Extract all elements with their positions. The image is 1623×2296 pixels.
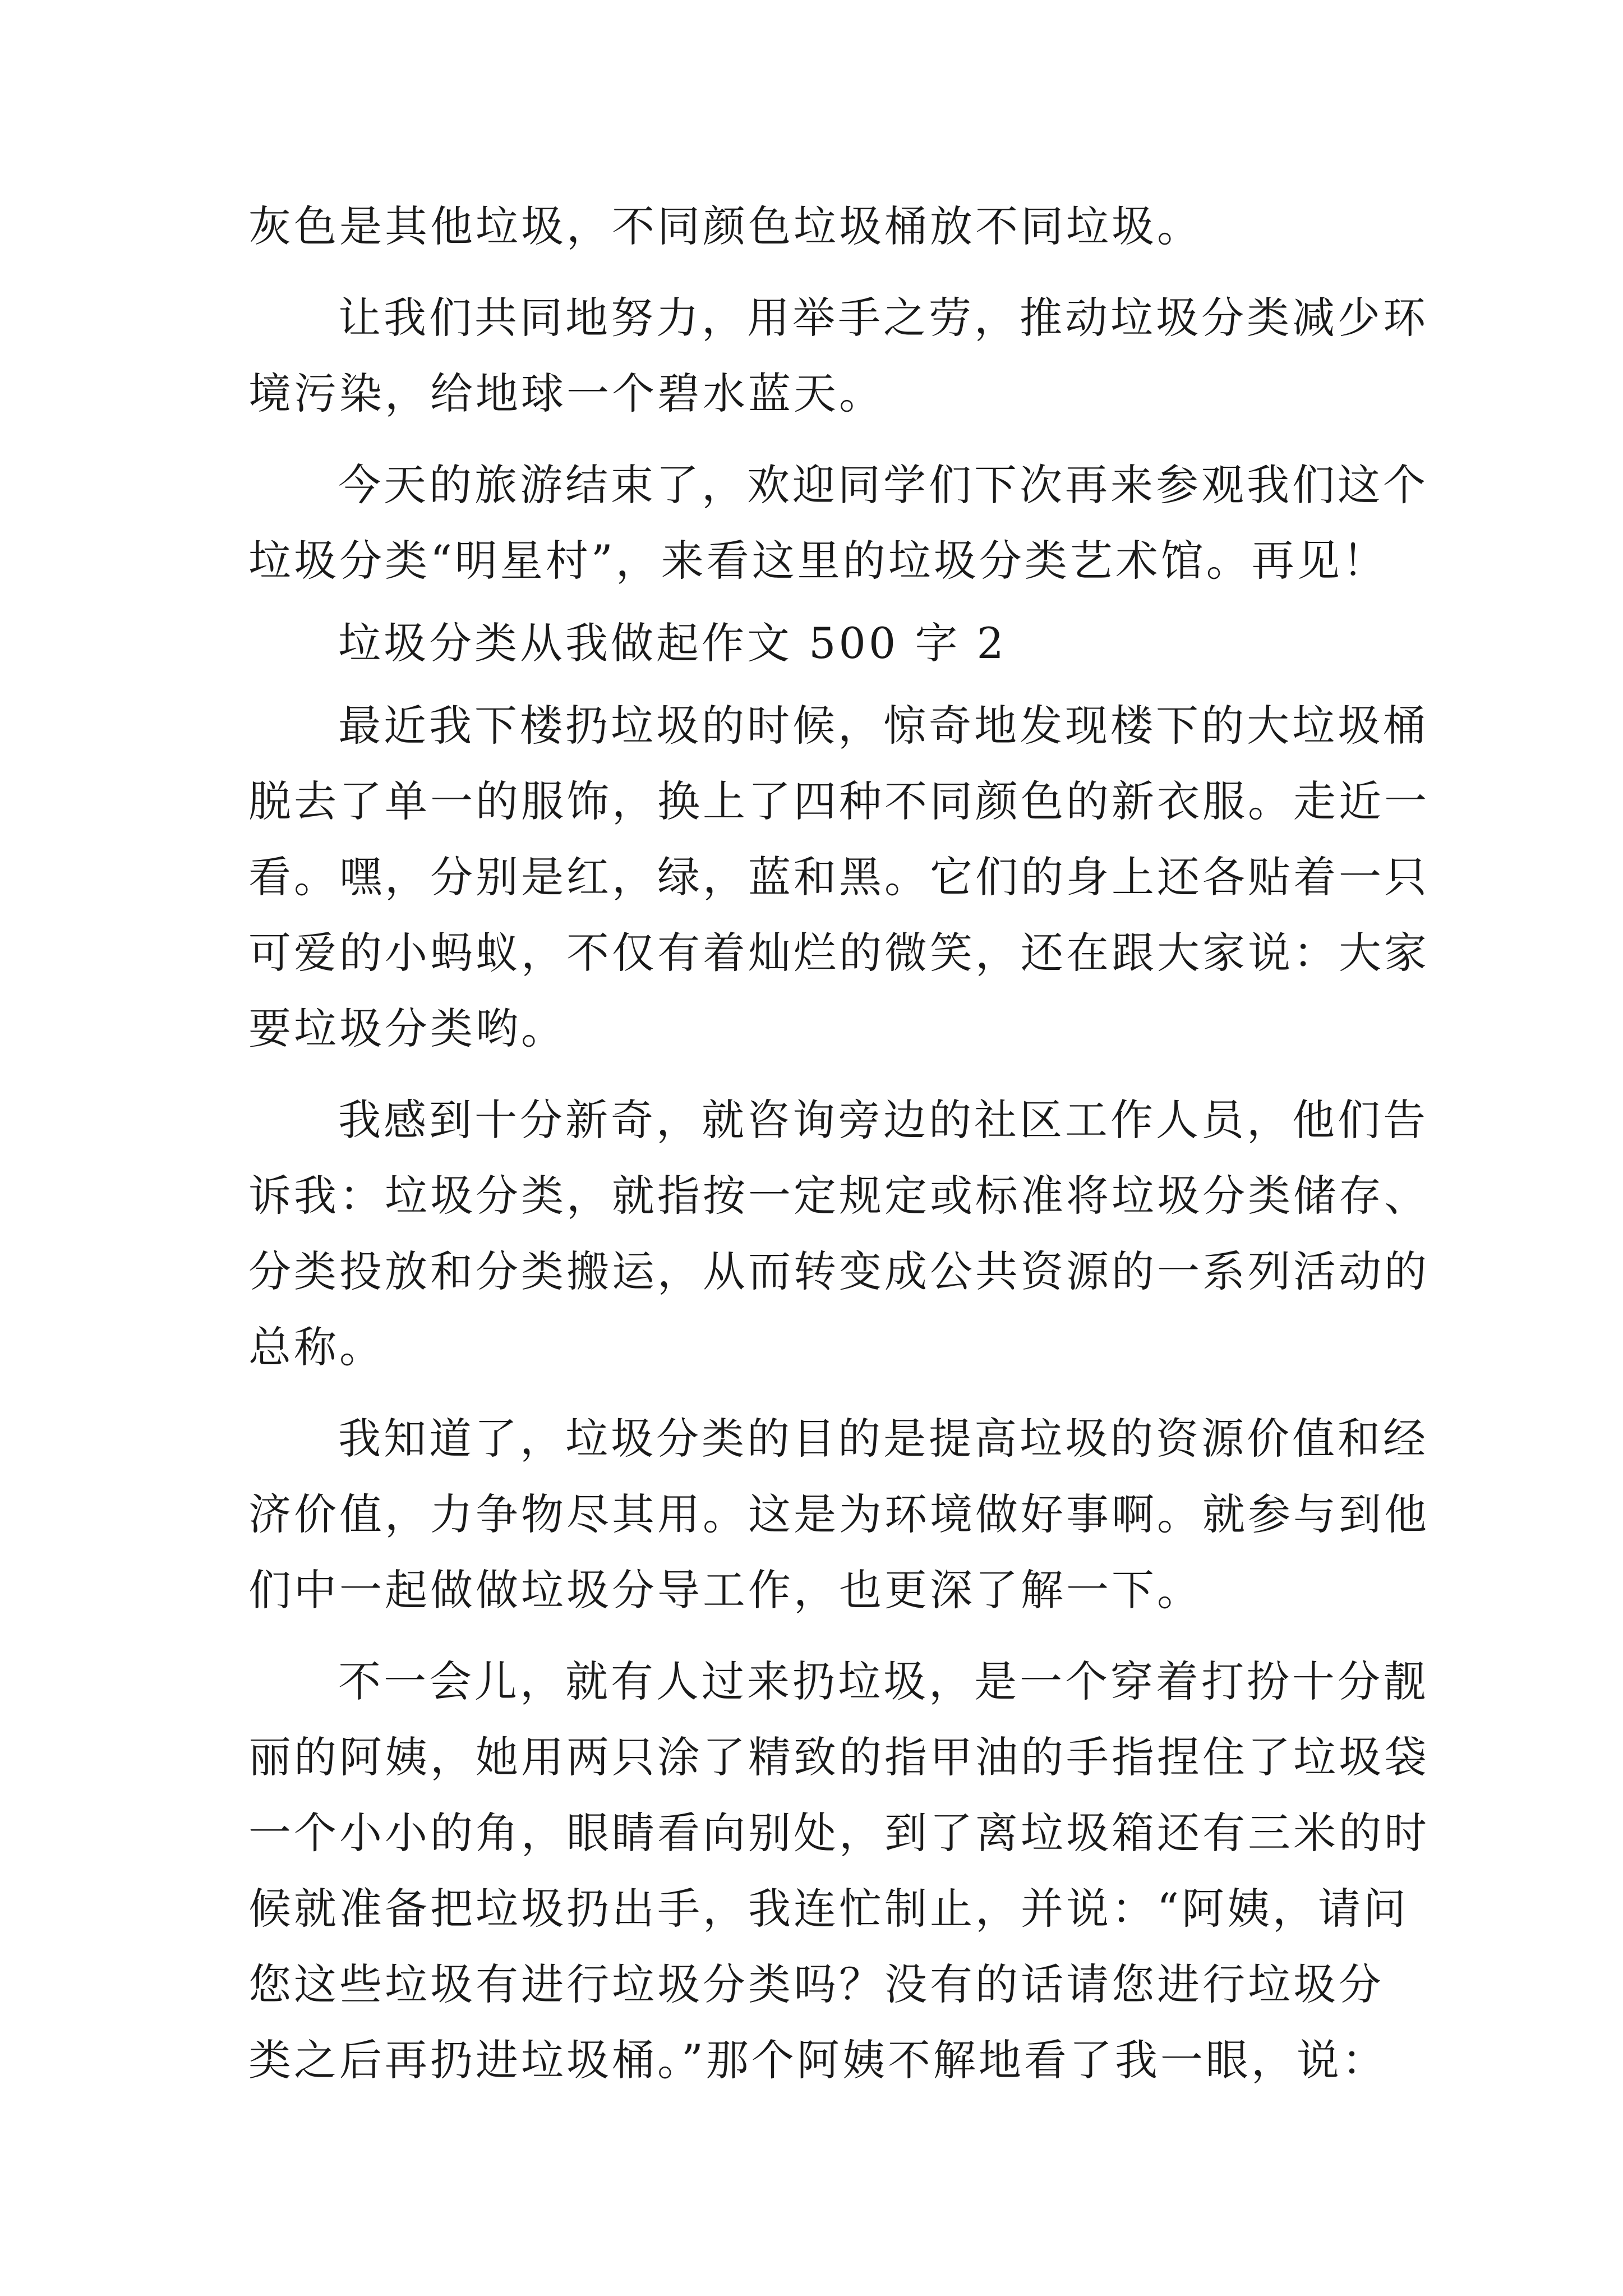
text-line: 灰色是其他垃圾，不同颜色垃圾桶放不同垃圾。	[248, 201, 1202, 251]
text-line: 候就准备把垃圾扔出手，我连忙制止，并说：“阿姨，请问	[248, 1884, 1409, 1934]
text-line: 不一会儿，就有人过来扔垃圾，是一个穿着打扮十分靓	[338, 1657, 1428, 1706]
text-line: 脱去了单一的服饰，换上了四种不同颜色的新衣服。走近一	[248, 776, 1430, 826]
text-line: 济价值，力争物尽其用。这是为环境做好事啊。就参与到他	[248, 1489, 1430, 1539]
text-line: 类之后再扔进垃圾桶。”那个阿姨不解地看了我一眼，说：	[248, 2035, 1387, 2085]
text-line: 垃圾分类“明星村”，来看这里的垃圾分类艺术馆。再见！	[248, 536, 1388, 586]
text-line: 境污染，给地球一个碧水蓝天。	[248, 369, 884, 418]
text-line: 们中一起做做垃圾分导工作，也更深了解一下。	[248, 1565, 1202, 1615]
text-line: 我知道了，垃圾分类的目的是提高垃圾的资源价值和经	[338, 1414, 1428, 1464]
text-line: 要垃圾分类哟。	[248, 1004, 566, 1053]
text-line: 看。嘿，分别是红，绿，蓝和黑。它们的身上还各贴着一只	[248, 852, 1430, 902]
text-line: 诉我：垃圾分类，就指按一定规定或标准将垃圾分类储存、	[248, 1171, 1430, 1221]
text-line: 让我们共同地努力，用举手之劳，推动垃圾分类减少环	[338, 293, 1428, 343]
text-line: 我感到十分新奇，就咨询旁边的社区工作人员，他们告	[338, 1095, 1428, 1145]
text-line: 分类投放和分类搬运，从而转变成公共资源的一系列活动的	[248, 1246, 1430, 1296]
text-line: 最近我下楼扔垃圾的时候，惊奇地发现楼下的大垃圾桶	[338, 701, 1428, 751]
text-line: 丽的阿姨，她用两只涂了精致的指甲油的手指捏住了垃圾袋	[248, 1732, 1430, 1782]
text-line: 您这些垃圾有进行垃圾分类吗？没有的话请您进行垃圾分	[248, 1959, 1384, 2009]
text-line: 可爱的小蚂蚁，不仅有着灿烂的微笑，还在跟大家说：大家	[248, 928, 1430, 978]
document-body	[248, 188, 1430, 2098]
text-line: 总称。	[248, 1322, 385, 1372]
text-line: 一个小小的角，眼睛看向别处，到了离垃圾箱还有三米的时	[248, 1808, 1430, 1858]
text-line: 垃圾分类从我做起作文 500 字 2	[338, 618, 1007, 668]
text-line: 今天的旅游结束了，欢迎同学们下次再来参观我们这个	[338, 460, 1428, 510]
